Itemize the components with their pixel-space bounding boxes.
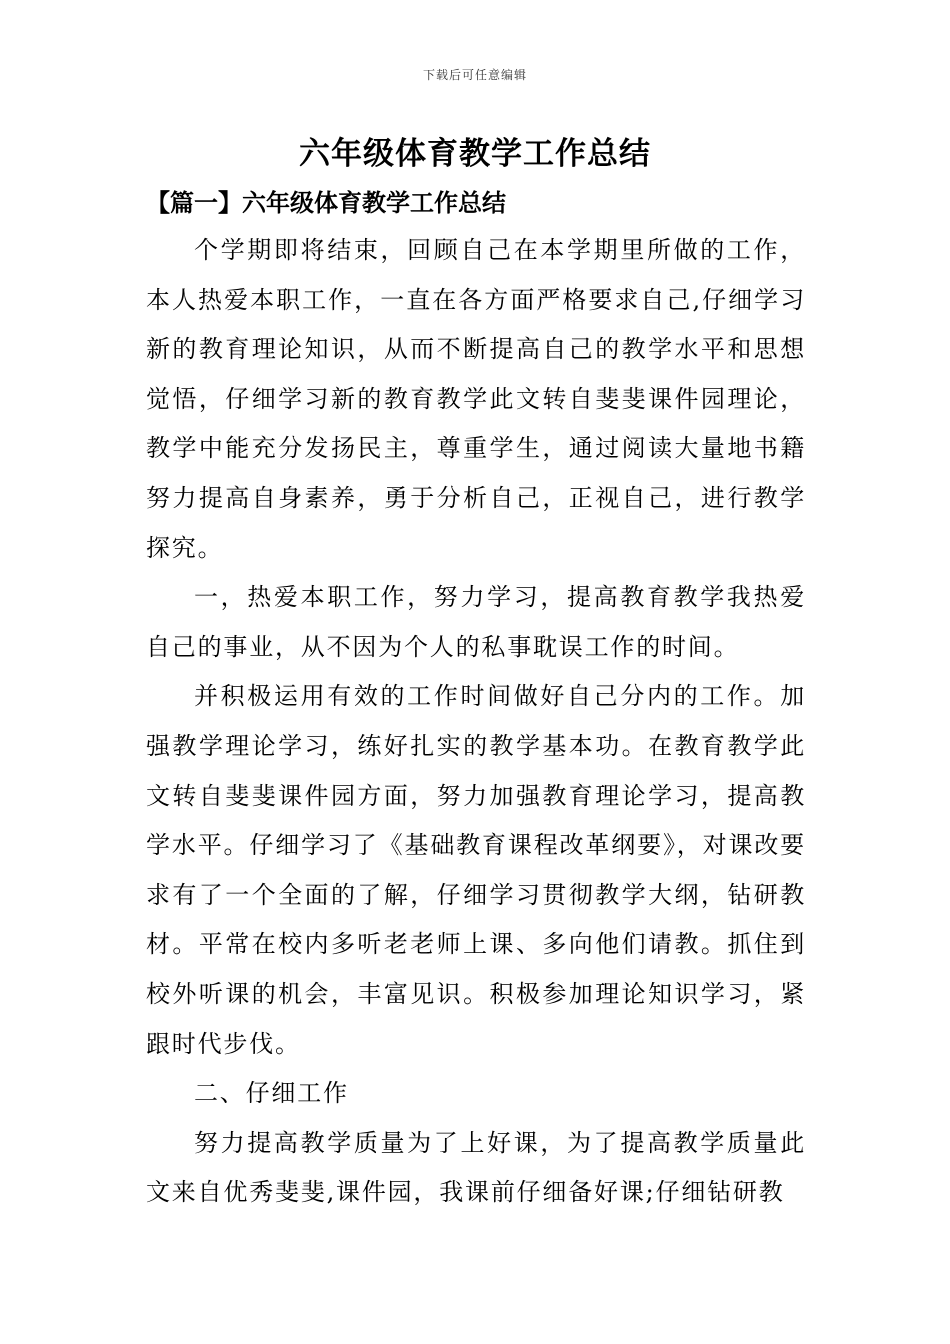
paragraph: 一，热爱本职工作，努力学习，提高教育教学我热爱自己的事业，从不因为个人的私事耽误工作的时间。 — [146, 583, 806, 661]
section-heading: 【篇一】六年级体育教学工作总结 — [146, 188, 506, 217]
header-note: 下载后可任意编辑 — [422, 68, 527, 82]
document-body — [146, 226, 806, 1218]
subsection-heading: 二、仔细工作 — [194, 1079, 349, 1108]
paragraph: 努力提高教学质量为了上好课，为了提高教学质量此文来自优秀斐斐,课件园，我课前仔细备好课;仔细钻研教 — [146, 1128, 806, 1207]
document-title: 六年级体育教学工作总结 — [299, 136, 651, 172]
paragraph: 并积极运用有效的工作时间做好自己分内的工作。加强教学理论学习，练好扎实的教学基本功。在教育教学此文转自斐斐课件园方面，努力加强教育理论学习，提高教学水平。仔细学习了《基础教育课程改革纲要》，对课改要求有了一个全面的了解，仔细学习贯彻教学大纲，钻研教材。平常在校内多听老老师上课、多向他们请教。抓住到校外听课的机会，丰富见识。积极参加理论知识学习，紧跟时代步伐。 — [146, 682, 806, 1058]
paragraph: 个学期即将结束，回顾自己在本学期里所做的工作，本人热爱本职工作，一直在各方面严格要求自己,仔细学习新的教育理论知识，从而不断提高自己的教学水平和思想觉悟，仔细学习新的教育教学此文转自斐斐课件园理论，教学中能充分发扬民主，尊重学生，通过阅读大量地书籍努力提高自身素养，勇于分析自己，正视自己，进行教学探究。 — [146, 236, 806, 562]
